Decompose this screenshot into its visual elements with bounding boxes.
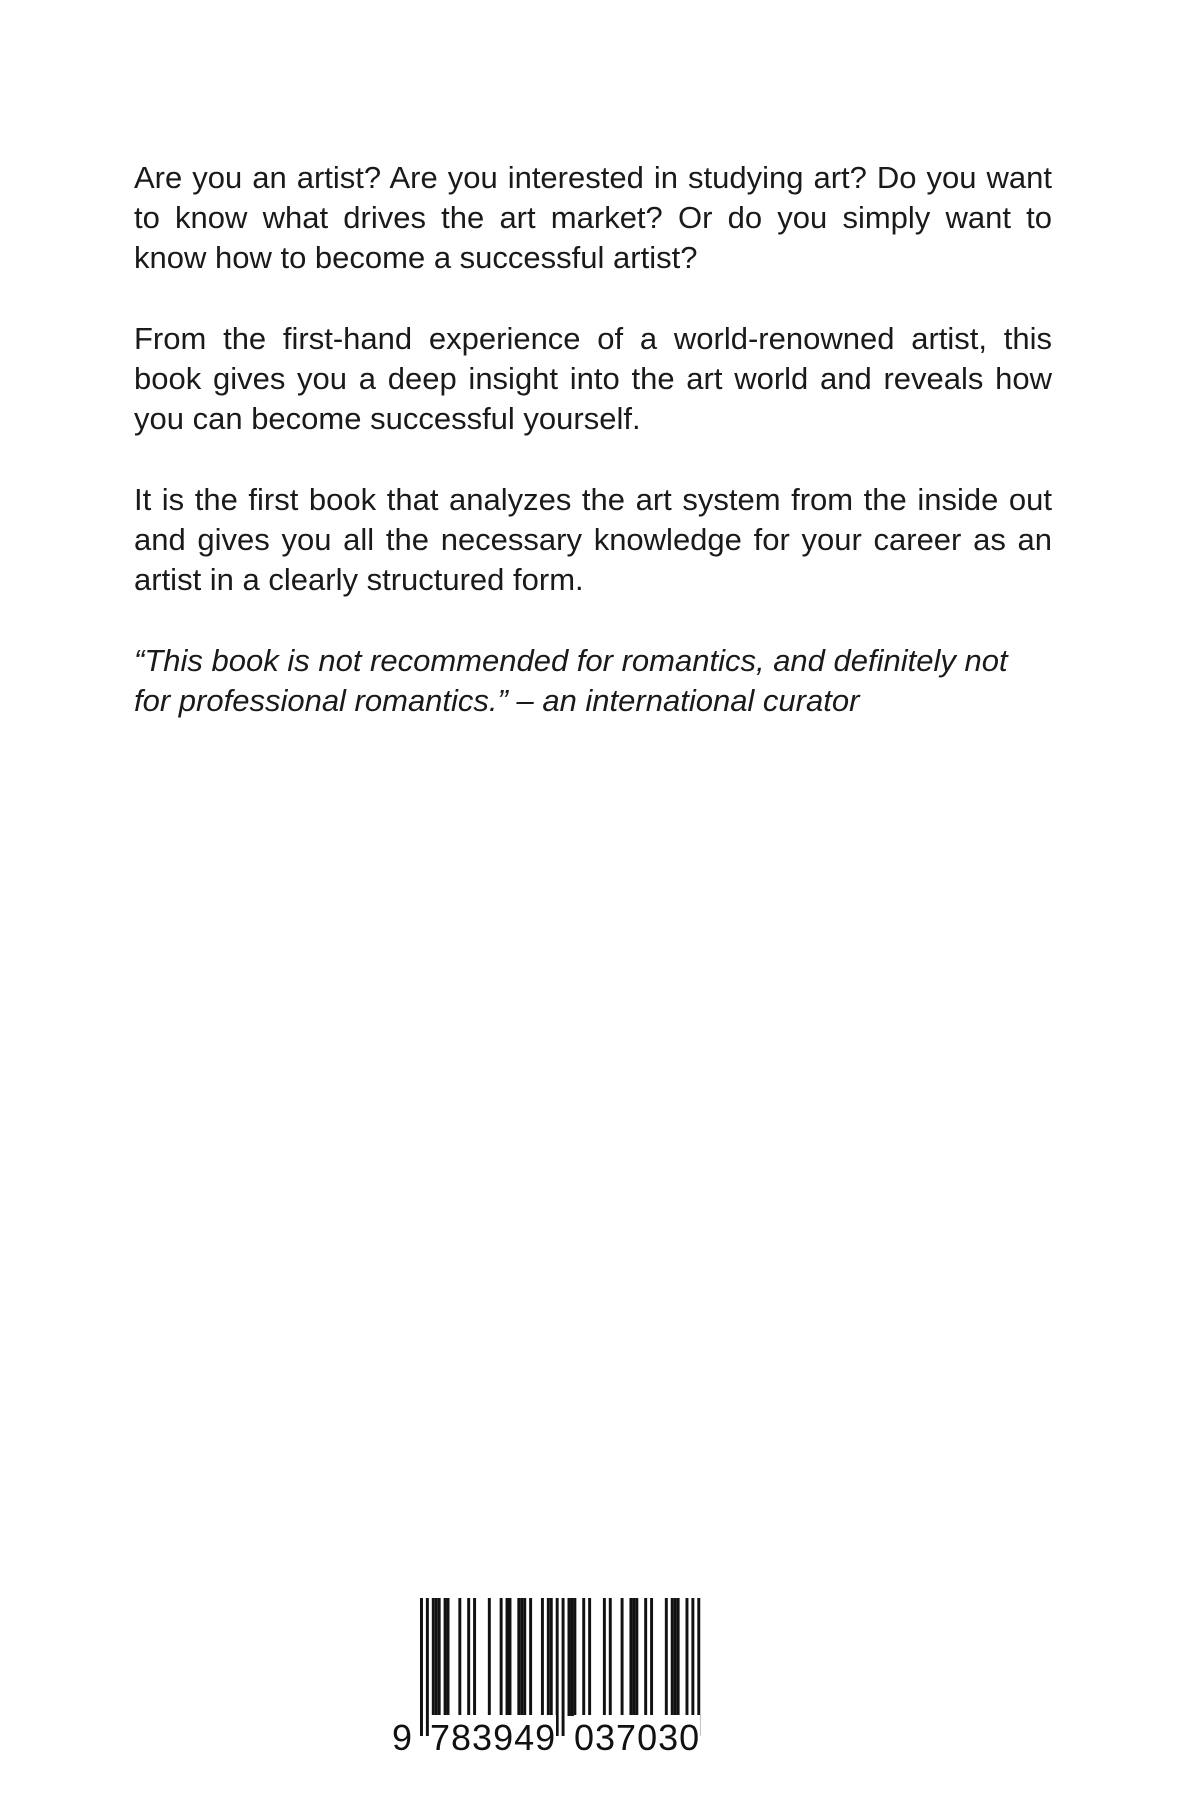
barcode-bar [488,1598,491,1716]
barcode-bar [509,1598,512,1716]
barcode-bar [444,1598,447,1716]
blurb-paragraph-1: Are you an artist? Are you interested in studying art? Do you want to know what drives the art market? Or do you simply want to know how to become a successful artist? [134,160,1052,275]
barcode-bar [500,1598,503,1716]
barcode-bar [473,1598,476,1716]
barcode-bar [674,1598,677,1716]
barcode-bar [541,1598,544,1716]
barcode-bar [582,1598,585,1716]
barcode-bar [520,1598,523,1716]
barcode-bar [523,1598,526,1716]
barcode-bar [458,1598,461,1716]
barcode-first-digit: 9 [392,1715,413,1761]
barcode-bar [603,1598,606,1716]
barcode-bar [686,1598,689,1716]
blurb-paragraph-2: From the first-hand experience of a world-renowned artist, this book gives you a deep insight into the art world and reveals how you can become successful yourself. [134,321,1052,436]
barcode-bar [665,1598,668,1716]
barcode-bar [671,1598,674,1716]
barcode-bar [447,1598,450,1716]
curator-quote: “This book is not recommended for romantics, and definitely not for professional romantics.” – an international curator [134,643,1008,718]
barcode-bar [517,1598,520,1716]
barcode-bar [573,1598,576,1716]
barcode-bar [635,1598,638,1716]
barcode-bar [650,1598,653,1716]
barcode-bar [435,1598,438,1716]
barcode-bar [588,1598,591,1716]
isbn-barcode [390,1598,730,1763]
barcode-bar [629,1598,632,1716]
barcode-bar [632,1598,635,1716]
barcode-bar [467,1598,470,1716]
barcode-bar [432,1598,435,1716]
barcode-digits [390,1715,730,1761]
barcode-bar [644,1598,647,1716]
barcode-left-group: 783949 [430,1715,556,1761]
barcode-bar [550,1598,553,1716]
barcode-bar [438,1598,441,1716]
barcode-bar [547,1598,550,1716]
barcode-bar [568,1598,571,1716]
blurb-paragraph-3: It is the first book that analyzes the art system from the inside out and gives you all the necessary knowledge for your career as an artist in a clearly structured form. [134,482,1052,597]
barcode-bar [570,1598,573,1716]
blurb-text [134,158,1052,762]
barcode-bar [677,1598,680,1716]
barcode-bar [609,1598,612,1716]
barcode-bar [621,1598,624,1716]
barcode-bar [506,1598,509,1716]
barcode-bar [529,1598,532,1716]
barcode-right-group: 037030 [574,1715,700,1761]
